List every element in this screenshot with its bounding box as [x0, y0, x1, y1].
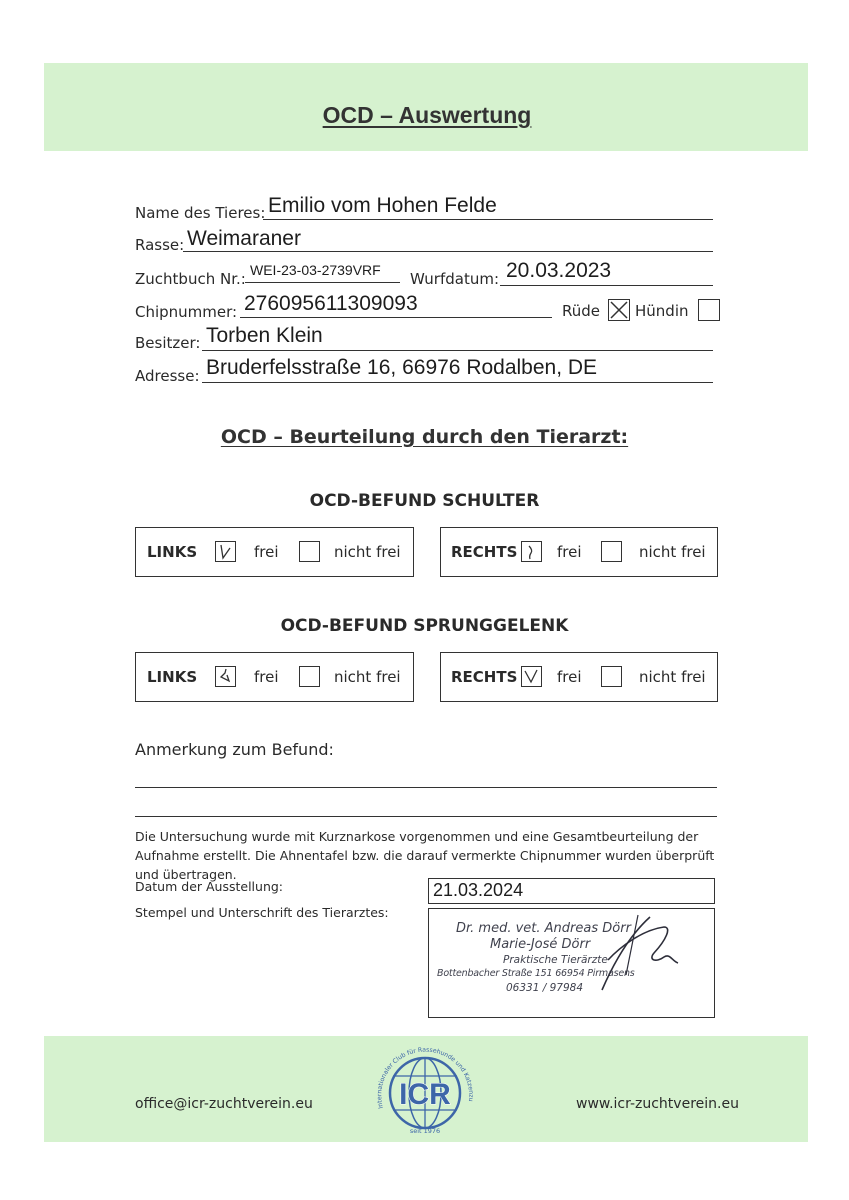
owner-line: [202, 350, 713, 351]
chip-label: Chipnummer:: [135, 303, 238, 321]
hock-right-box: [440, 652, 718, 702]
cross-mark-icon: [609, 300, 629, 320]
shoulder-left-notfree-checkbox[interactable]: [299, 541, 320, 562]
issue-date-box[interactable]: [428, 878, 715, 904]
male-checkbox[interactable]: [608, 299, 630, 321]
stamp-label: Stempel und Unterschrift des Tierarztes:: [135, 905, 389, 920]
hock-left-side: LINKS: [147, 668, 198, 686]
shoulder-right-box: [440, 527, 718, 577]
footer-website[interactable]: www.icr-zuchtverein.eu: [576, 1096, 739, 1112]
shoulder-left-side: LINKS: [147, 543, 198, 561]
hock-right-notfree-label: nicht frei: [639, 668, 706, 686]
birthdate-line: [500, 285, 713, 286]
name-label: Name des Tieres:: [135, 204, 266, 222]
hock-left-notfree-checkbox[interactable]: [299, 666, 320, 687]
hock-right-free-label: frei: [557, 668, 582, 686]
hock-left-free-label: frei: [254, 668, 279, 686]
name-value: Emilio vom Hohen Felde: [268, 194, 497, 217]
breed-label: Rasse:: [135, 236, 185, 254]
vet-stamp-line4: Bottenbacher Straße 151 66954 Pirmasens: [437, 968, 635, 979]
address-label: Adresse:: [135, 367, 200, 385]
address-line: [202, 382, 713, 383]
issue-date-value: 21.03.2024: [433, 880, 524, 900]
assessment-heading: OCD – Beurteilung durch den Tierarzt:: [220, 426, 629, 448]
vet-stamp-line1: Dr. med. vet. Andreas Dörr: [456, 921, 631, 936]
studbook-label: Zuchtbuch Nr.:: [135, 270, 246, 288]
statement-text: Die Untersuchung wurde mit Kurznarkose vorgenommen und eine Gesamtbeurteilung der Aufnahme erstellt. Die Ahnentafel bzw. die darauf vermerkte Chipnummer wurden überprüft und übertragen.: [135, 829, 715, 882]
address-value: Bruderfelsstraße 16, 66976 Rodalben, DE: [206, 356, 598, 379]
vet-stamp-line2: Marie-José Dörr: [490, 937, 591, 952]
check-mark-icon: [216, 542, 235, 561]
birthdate-value: 20.03.2023: [506, 259, 612, 282]
shoulder-right-free-checkbox[interactable]: [521, 541, 542, 562]
shoulder-right-notfree-checkbox[interactable]: [601, 541, 622, 562]
footer-email[interactable]: office@icr-zuchtverein.eu: [135, 1096, 313, 1112]
shoulder-left-free-checkbox[interactable]: [215, 541, 236, 562]
female-label: Hündin: [635, 302, 689, 320]
hock-left-box: [135, 652, 414, 702]
vet-stamp-line5: 06331 / 97984: [506, 982, 584, 994]
hock-right-side: RECHTS: [451, 668, 518, 686]
owner-label: Besitzer:: [135, 334, 201, 352]
chip-value: 276095611309093: [244, 292, 418, 315]
shoulder-heading: OCD-BEFUND SCHULTER: [309, 491, 540, 511]
shoulder-left-box: [135, 527, 414, 577]
shoulder-right-side: RECHTS: [451, 543, 518, 561]
male-label: Rüde: [562, 302, 601, 320]
svg-text:ICR: ICR: [399, 1078, 451, 1111]
issue-date-label: Datum der Ausstellung:: [135, 879, 284, 894]
check-mark-icon: [522, 542, 541, 561]
logo-since: seit 1976: [409, 1127, 441, 1135]
name-line: [263, 219, 713, 220]
hock-right-notfree-checkbox[interactable]: [601, 666, 622, 687]
shoulder-right-notfree-label: nicht frei: [639, 543, 706, 561]
signature: [560, 905, 680, 995]
check-mark-icon: [522, 667, 541, 686]
icr-logo: [365, 1038, 485, 1138]
vet-stamp-line3: Praktische Tierärzte: [503, 954, 608, 966]
owner-value: Torben Klein: [206, 324, 323, 347]
hock-right-free-checkbox[interactable]: [521, 666, 542, 687]
birthdate-label: Wurfdatum:: [410, 270, 500, 288]
remarks-line-1: [135, 787, 717, 788]
hock-left-notfree-label: nicht frei: [334, 668, 401, 686]
studbook-value: WEI-23-03-2739VRF: [250, 262, 381, 278]
hock-heading: OCD-BEFUND SPRUNGGELENK: [280, 616, 569, 636]
female-checkbox[interactable]: [698, 299, 720, 321]
breed-line: [183, 251, 713, 252]
remarks-label: Anmerkung zum Befund:: [135, 740, 334, 759]
remarks-line-2: [135, 816, 717, 817]
breed-value: Weimaraner: [187, 227, 301, 250]
chip-line: [240, 317, 552, 318]
shoulder-left-free-label: frei: [254, 543, 279, 561]
studbook-line: [245, 282, 400, 283]
check-mark-icon: [216, 667, 235, 686]
hock-left-free-checkbox[interactable]: [215, 666, 236, 687]
shoulder-left-notfree-label: nicht frei: [334, 543, 401, 561]
shoulder-right-free-label: frei: [557, 543, 582, 561]
page-title: OCD – Auswertung: [322, 102, 532, 128]
svg-text:Internationaler Club für Rasse: [365, 1038, 474, 1109]
logo-ring-text: Internationaler Club für Rassehunde und Katzenzu: [376, 1046, 475, 1110]
